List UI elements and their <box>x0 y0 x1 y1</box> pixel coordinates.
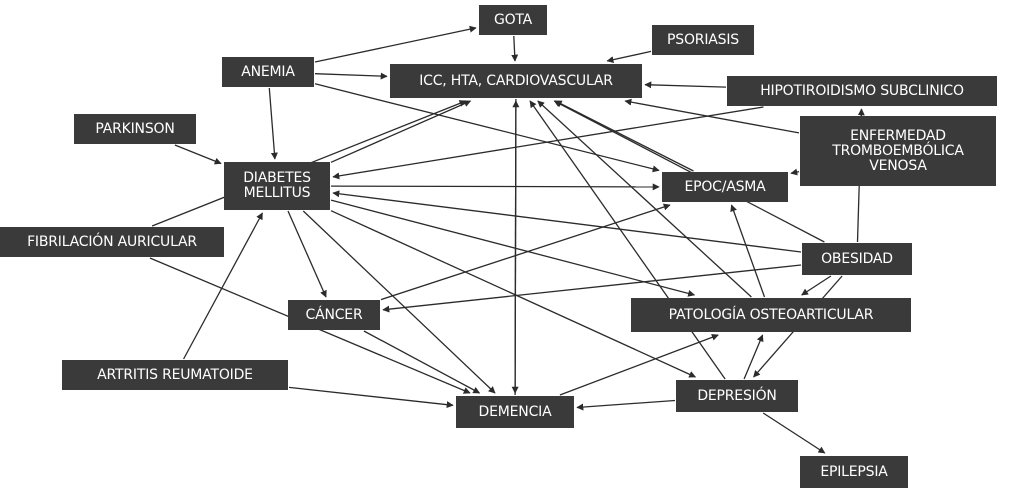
edge-depresion-to-epilepsia <box>763 413 825 453</box>
node-gota: GOTA <box>479 5 547 35</box>
node-artritis-reumatoide: ARTRITIS REUMATOIDE <box>62 360 288 390</box>
edge-artritis-to-demencia <box>289 387 453 405</box>
edge-depresion-to-icc <box>530 101 725 379</box>
node-fibrilacion-auricular: FIBRILACIÓN AURICULAR <box>0 227 224 257</box>
node-psoriasis: PSORIASIS <box>652 25 754 55</box>
node-parkinson: PARKINSON <box>74 114 196 144</box>
edge-enfermedad-to-epoc <box>791 172 799 174</box>
node-icc-hta-cardiovascular: ICC, HTA, CARDIOVASCULAR <box>390 64 642 98</box>
edge-diabetes-to-cancer <box>288 211 326 297</box>
node-obesidad: OBESIDAD <box>802 243 912 275</box>
node-anemia: ANEMIA <box>222 57 314 87</box>
edge-diabetes-to-depresion <box>331 211 695 377</box>
edge-hipotiroidismo-to-diabetes <box>333 107 764 177</box>
edge-anemia-to-diabetes <box>269 88 275 159</box>
edge-anemia-to-gota <box>315 28 476 62</box>
node-epoc-asma: EPOC/ASMA <box>662 172 788 202</box>
edge-diabetes-to-epoc <box>331 186 659 187</box>
edge-obesidad-to-patologia <box>802 276 831 295</box>
edge-diabetes-to-icc <box>331 101 471 162</box>
node-epilepsia: EPILEPSIA <box>800 456 908 488</box>
node-demencia: DEMENCIA <box>456 396 574 428</box>
node-enfermedad-tromboembolica-venosa: ENFERMEDAD TROMBOEMBÓLICA VENOSA <box>800 116 996 186</box>
edge-demencia-to-icc <box>515 101 516 395</box>
edge-psoriasis-to-icc <box>607 51 651 61</box>
edge-hipotiroidismo-to-icc <box>645 85 726 87</box>
edge-cancer-to-epoc <box>381 205 670 300</box>
node-depresion: DEPRESIÓN <box>676 380 798 412</box>
node-diabetes-mellitus: DIABETES MELLITUS <box>224 162 330 210</box>
node-cancer: CÁNCER <box>288 300 380 330</box>
edge-anemia-to-icc <box>315 74 387 77</box>
node-hipotiroidismo-subclinico: HIPOTIROIDISMO SUBCLINICO <box>727 76 997 106</box>
edge-parkinson-to-diabetes <box>175 145 221 164</box>
edge-depresion-to-demencia <box>577 401 675 408</box>
edge-gota-to-icc <box>514 36 515 61</box>
node-patologia-osteoarticular: PATOLOGÍA OSTEOARTICULAR <box>631 298 911 332</box>
edge-depresion-to-patologia <box>744 335 763 379</box>
